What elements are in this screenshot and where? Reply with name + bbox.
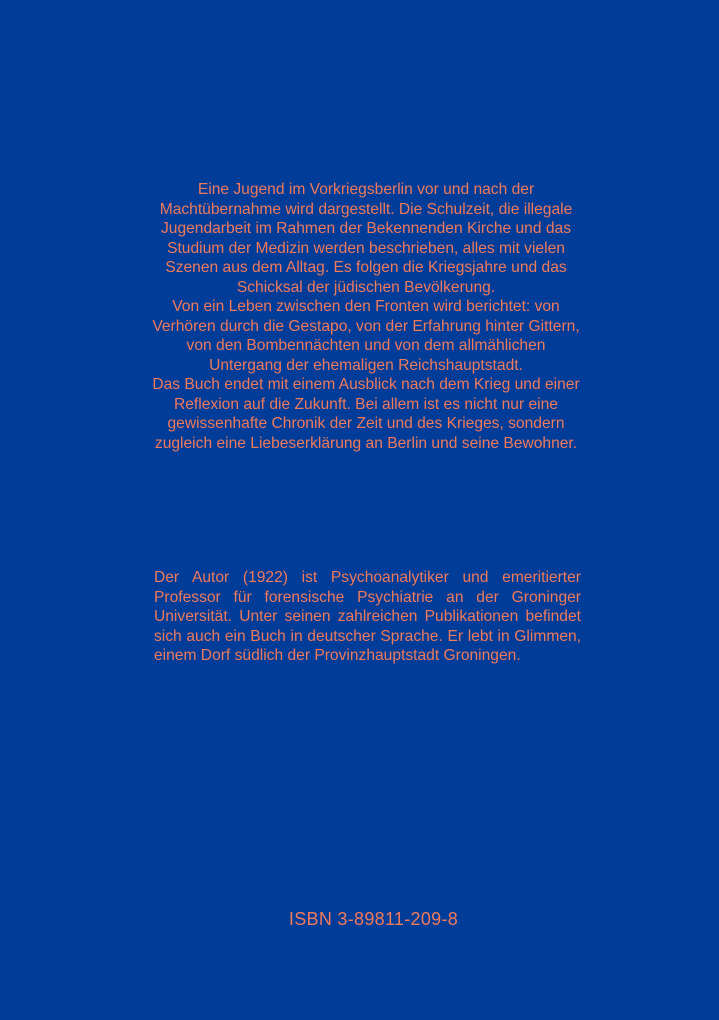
author-bio: Der Autor (1922) ist Psychoanalytiker und emeritierter Professor für forensische Psychiatrie an der Groninger Universität. Unter seinen zahlreichen Publikationen befindet sich auch ein Buch in deutscher Sprache. Er lebt in Glimmen, einem Dorf südlich der Provinzhauptstadt Groningen. [154,569,581,664]
blurb-paragraph-2: Von ein Leben zwischen den Fronten wird berichtet: von Verhören durch die Gestapo, von der Erfahrung hinter Gittern, von den Bombennächten und von dem allmählichen Untergang der ehemaligen Reichshauptstadt. [152,298,580,374]
blurb-paragraph-1: Eine Jugend im Vorkriegsberlin vor und nach der Machtübernahme wird dargestellt. Die Schulzeit, die illegale Jugendarbeit im Rahmen der Bekennenden Kirche und das Studium der Medizin werden beschrieben, alles mit vielen Szenen aus dem Alltag. Es folgen die Kriegsjahre und das Schicksal der jüdischen Bevölkerung. [159,181,573,296]
blurb-paragraph-3: Das Buch endet mit einem Ausblick nach dem Krieg und einer Reflexion auf die Zukunft. Bei allem ist es nicht nur eine gewissenhafte Chronik der Zeit und des Krieges, sondern zugleich eine Liebeserklärung an Berlin und seine Bewohner. [152,376,580,452]
book-blurb [150,180,582,453]
isbn-number: ISBN 3-89811-209-8 [288,909,459,929]
